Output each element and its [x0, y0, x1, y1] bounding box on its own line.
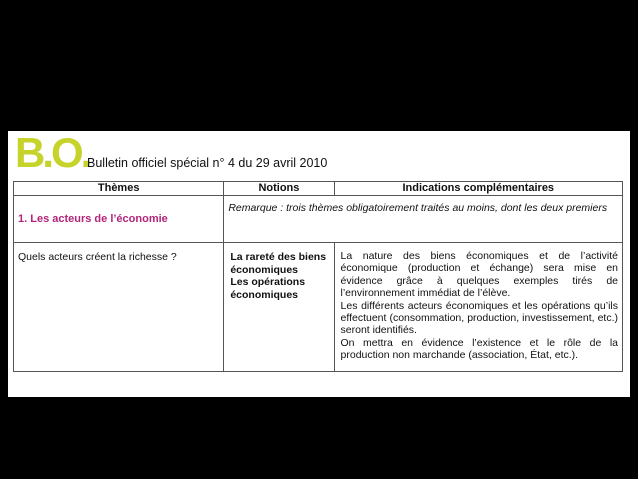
bulletin-title: Bulletin officiel spécial n° 4 du 29 avril 2010: [87, 156, 328, 170]
indication-paragraph: La nature des biens économiques et de l’activité économique (production et échange) sera mise en évidence grâce à quelques exemples tirés de l’environnement immédiat de l’élève.: [340, 250, 618, 300]
header-themes: Thèmes: [14, 182, 224, 196]
question-cell: [14, 243, 224, 372]
remarque-text: Remarque : trois thèmes obligatoirement traités au moins, dont les deux premiers: [228, 202, 608, 214]
indications-text: [335, 243, 622, 362]
header-notions: Notions: [224, 182, 334, 196]
bo-logo: [15, 131, 89, 175]
indications-cell: [334, 243, 622, 372]
notion-2-text: Les opérations économiques: [230, 276, 306, 301]
notion-rarete: [224, 243, 333, 301]
logo-text: B.O: [15, 131, 81, 176]
program-table: [13, 181, 623, 372]
question-text: Quels acteurs créent la richesse ?: [18, 251, 177, 263]
header-indications: Indications complémentaires: [334, 182, 622, 196]
table-header-row: [14, 182, 623, 196]
document-page: [8, 131, 630, 397]
document-header: [8, 131, 630, 179]
notions-cell: [224, 243, 334, 372]
theme-row: [14, 196, 623, 243]
indication-paragraph: On mettra en évidence l’existence et le rôle de la production non marchande (association, État, etc.).: [340, 336, 618, 362]
notion-1-text: La rareté des biens économiques: [230, 251, 327, 276]
theme-title: 1. Les acteurs de l’économie: [18, 213, 168, 225]
indication-paragraph: Les différents acteurs économiques et les opérations qu’ils effectuent (consommation, production, investissement, etc.) seront identifiés.: [340, 299, 618, 337]
logo-dot: .: [80, 131, 90, 176]
table-row: [14, 243, 623, 372]
remarque-cell: [224, 196, 623, 243]
theme-cell: [14, 196, 224, 243]
